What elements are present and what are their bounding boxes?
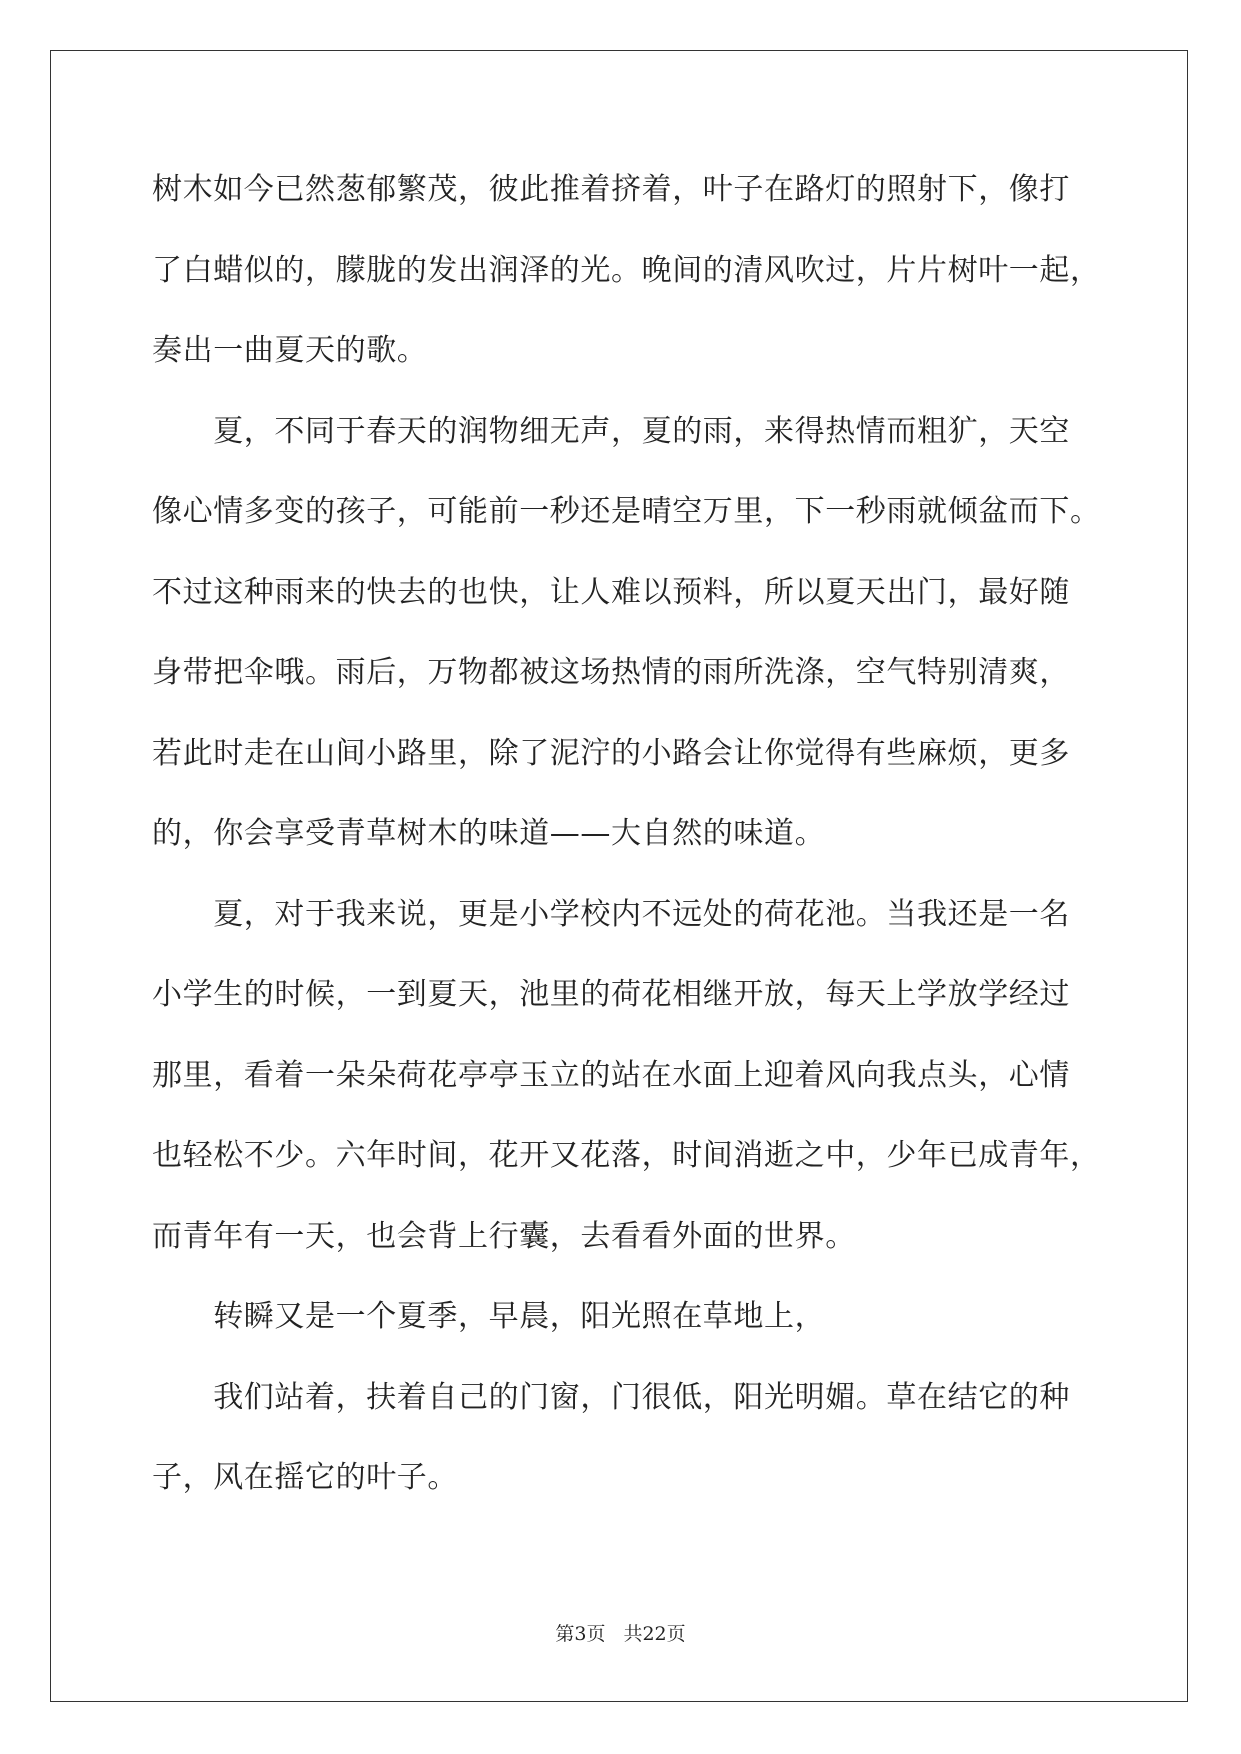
- text-line: 子，风在摇它的叶子。: [152, 1460, 458, 1495]
- text-line: 转瞬又是一个夏季，早晨，阳光照在草地上，: [152, 1299, 826, 1334]
- text-line: 的，你会享受青草树木的味道——大自然的味道。: [152, 816, 826, 851]
- text-line: 若此时走在山间小路里，除了泥泞的小路会让你觉得有些麻烦，更多: [152, 735, 1070, 771]
- text-line: 我们站着，扶着自己的门窗，门很低，阳光明媚。草在结它的种: [152, 1379, 1070, 1415]
- text-line: 而青年有一天，也会背上行囊，去看看外面的世界。: [152, 1218, 856, 1254]
- text-line: 树木如今已然葱郁繁茂，彼此推着挤着，叶子在路灯的照射下，像打: [152, 172, 1070, 207]
- text-line: 也轻松不少。六年时间，花开又花落，时间消逝之中，少年已成青年，: [152, 1138, 1101, 1173]
- text-line: 像心情多变的孩子，可能前一秒还是晴空万里，下一秒雨就倾盆而下。: [152, 494, 1101, 529]
- text-line: 不过这种雨来的快去的也快，让人难以预料，所以夏天出门，最好随: [152, 574, 1070, 610]
- text-line: 小学生的时候，一到夏天，池里的荷花相继开放，每天上学放学经过: [152, 977, 1070, 1012]
- text-line: 身带把伞哦。雨后，万物都被这场热情的雨所洗涤，空气特别清爽，: [152, 655, 1070, 690]
- text-line: 了白蜡似的，朦胧的发出润泽的光。晚间的清风吹过，片片树叶一起，: [152, 252, 1101, 288]
- text-line: 夏，对于我来说，更是小学校内不远处的荷花池。当我还是一名: [152, 896, 1070, 932]
- page-footer: [0, 1622, 1241, 1646]
- document-body: [152, 160, 1101, 1529]
- page-number: 第3页: [555, 1623, 606, 1645]
- text-line: 夏，不同于春天的润物细无声，夏的雨，来得热情而粗犷，天空: [152, 413, 1070, 449]
- text-line: 那里，看着一朵朵荷花亭亭玉立的站在水面上迎着风向我点头，心情: [152, 1057, 1070, 1093]
- page-total: 共22页: [623, 1623, 686, 1645]
- text-line: 奏出一曲夏天的歌。: [152, 333, 428, 368]
